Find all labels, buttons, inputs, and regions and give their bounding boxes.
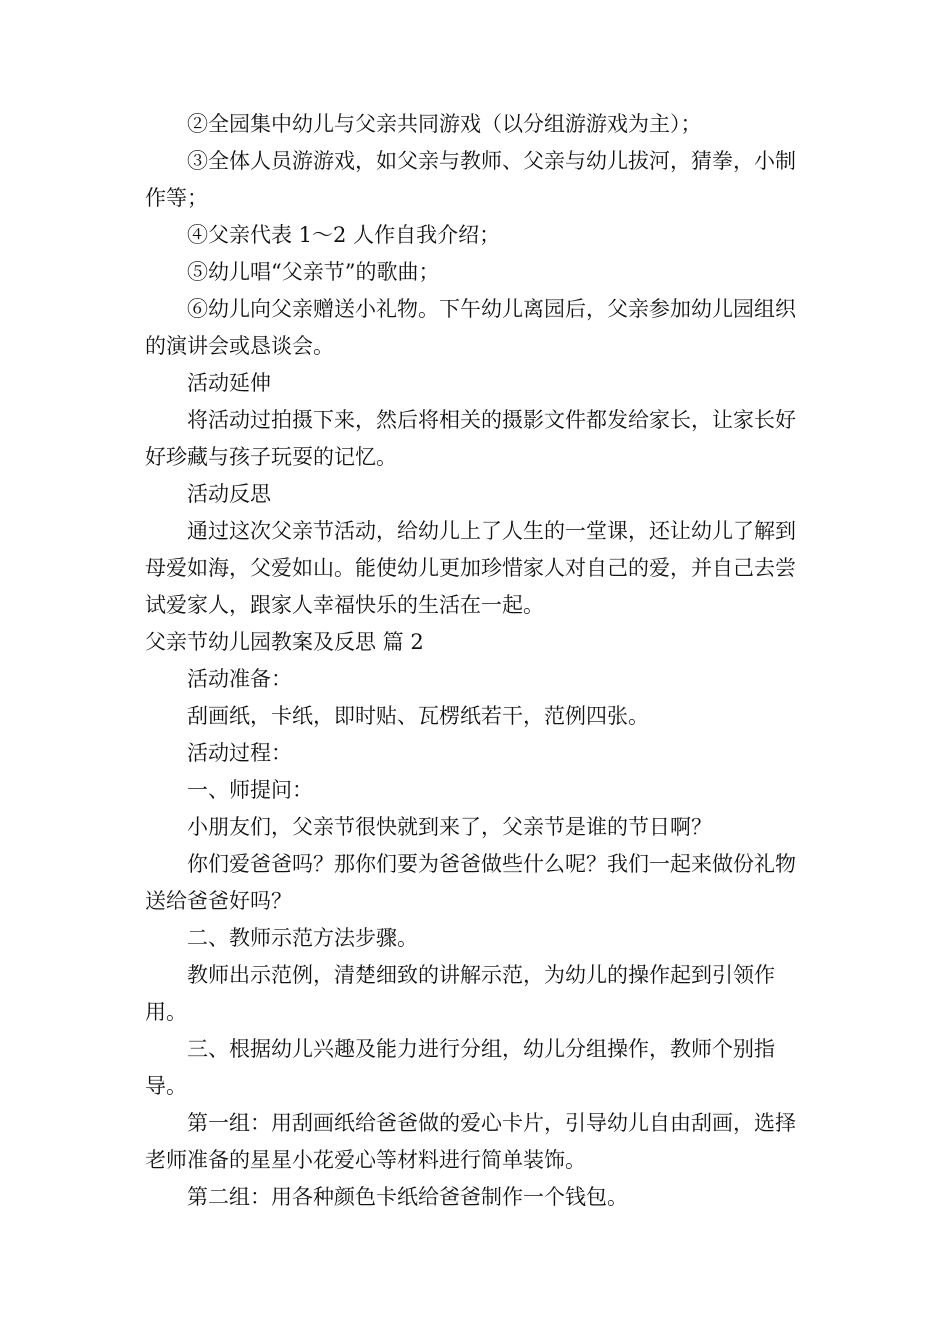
section-heading-preparation: 活动准备：: [187, 667, 292, 691]
paragraph-extension: 将活动过拍摄下来，然后将相关的摄影文件都发给家长，让家长好好珍藏与孩子玩耍的记忆。: [145, 408, 796, 469]
paragraph-reflection: 通过这次父亲节活动，给幼儿上了人生的一堂课，还让幼儿了解到母爱如海，父爱如山。能使幼儿更加珍惜家人对自己的爱，并自己去尝试爱家人，跟家人幸福快乐的生活在一起。: [145, 519, 796, 617]
step-two-heading: 二、教师示范方法步骤。: [187, 926, 418, 950]
paragraph-materials: 刮画纸，卡纸，即时贴、瓦楞纸若干，范例四张。: [187, 704, 649, 728]
document-section-title: 父亲节幼儿园教案及反思 篇 2: [145, 630, 424, 654]
paragraph-question-two: 你们爱爸爸吗？那你们要为爸爸做些什么呢？我们一起来做份礼物送给爸爸好吗？: [145, 852, 796, 913]
paragraph-gift: ⑥幼儿向父亲赠送小礼物。下午幼儿离园后，父亲参加幼儿园组织的演讲会或恳谈会。: [145, 297, 796, 358]
paragraph-song: ⑤幼儿唱“父亲节”的歌曲；: [187, 260, 440, 284]
paragraph-game-group: ②全园集中幼儿与父亲共同游戏（以分组游游戏为主）；: [187, 112, 702, 136]
document-page: [145, 106, 807, 1216]
paragraph-demonstration: 教师出示范例，清楚细致的讲解示范，为幼儿的操作起到引领作用。: [145, 963, 775, 1024]
section-heading-process: 活动过程：: [187, 741, 292, 765]
paragraph-group-two: 第二组：用各种颜色卡纸给爸爸制作一个钱包。: [187, 1185, 628, 1209]
paragraph-group-one: 第一组：用刮画纸给爸爸做的爱心卡片，引导幼儿自由刮画，选择老师准备的星星小花爱心等材料进行简单装饰。: [145, 1111, 796, 1172]
section-heading-reflection: 活动反思: [187, 482, 271, 506]
paragraph-question-one: 小朋友们，父亲节很快就到来了，父亲节是谁的节日啊？: [187, 815, 712, 839]
step-three-heading: 三、根据幼儿兴趣及能力进行分组，幼儿分组操作，教师个别指导。: [145, 1037, 775, 1098]
section-heading-extension: 活动延伸: [187, 371, 271, 395]
step-one-heading: 一、师提问：: [187, 778, 313, 802]
paragraph-father-intro: ④父亲代表 1～2 人作自我介绍；: [187, 223, 501, 247]
paragraph-all-games: ③全体人员游游戏，如父亲与教师、父亲与幼儿拔河，猜拳，小制作等；: [145, 149, 796, 210]
